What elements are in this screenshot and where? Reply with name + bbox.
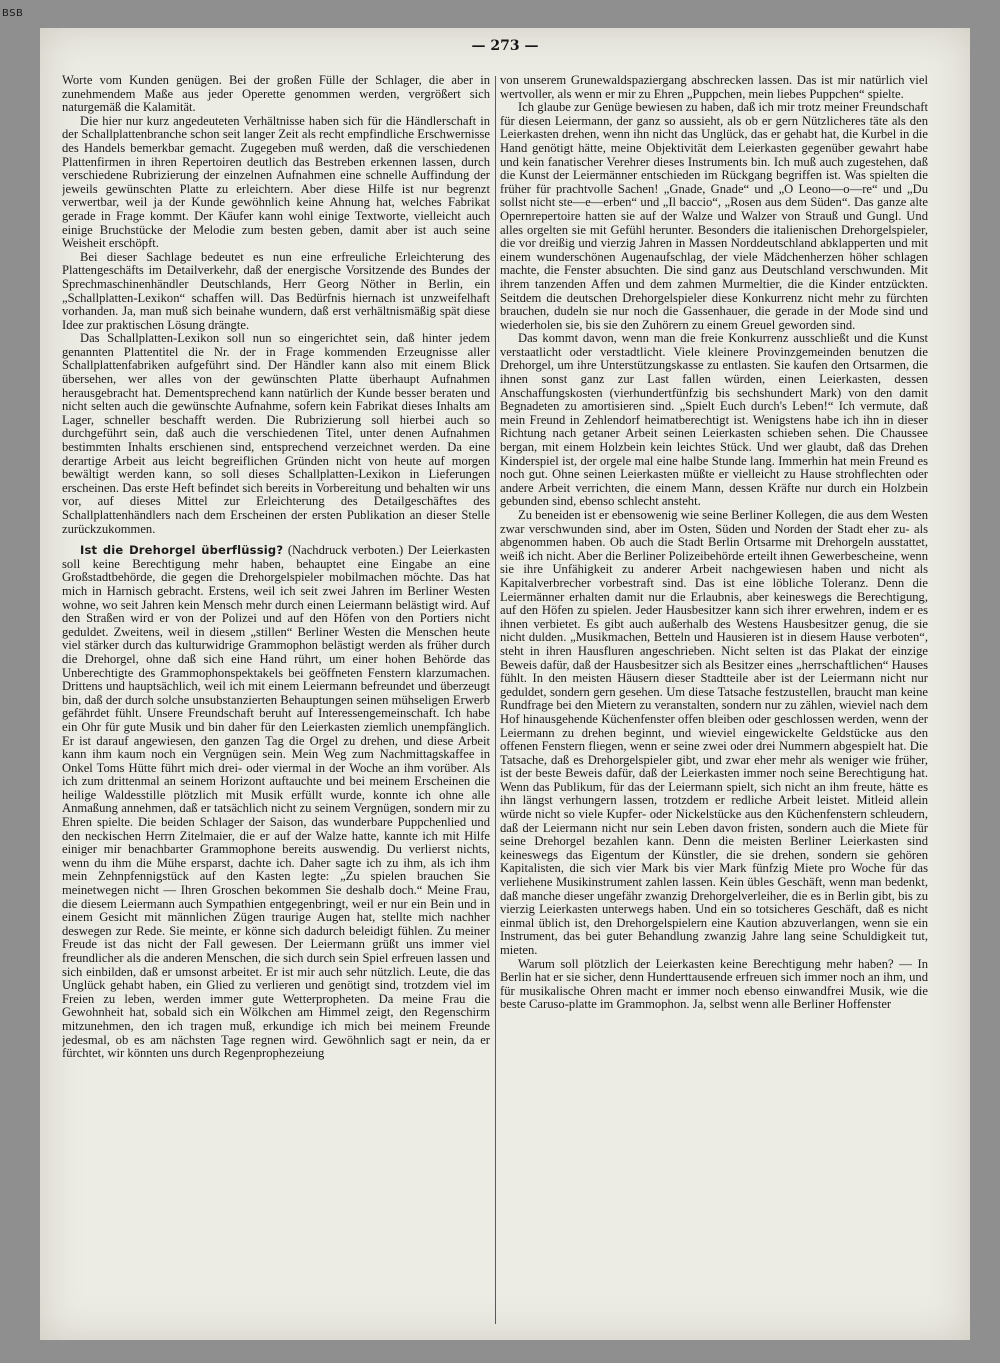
left-column — [62, 74, 490, 1326]
paragraph: Das Schallplatten-Lexikon soll nun so eingerichtet sein, daß hinter jedem genannten Plattentitel die Nr. der in Frage kommenden Erzeugnisse aller Schallplattenfabriken aufgeführt sind. Der Händler kann also mit einem Blick übersehen, wer alles von der gewünschten Platte überhaupt Aufnahmen herausgebracht hat. Dementsprechend kann natürlich der Kunde besser beraten und nicht selten auch die gewünschte Aufnahme, sofern kein Fabrikat dieses Inhalts am Lager, schneller beschafft werden. Die Rubrizierung soll hierbei auch so durchgeführt sein, daß auch die verschiedenen Titel, unter denen Aufnahmen bestimmten Inhalts erschienen sind, entsprechend verzeichnet werden. Da eine derartige Arbeit aus leicht begreiflichen Gründen nicht von heute auf morgen bewältigt werden kann, so soll dieses Schallplatten-Lexikon in Lieferungen erscheinen. Das erste Heft befindet sich bereits in Vorbereitung und behalten wir uns vor, auf dieses Mittel zur Erleichterung des Detailgeschäftes des Schallplattenhändlers nach dem Erscheinen der ersten Publikation an dieser Stelle zurückzukommen. — [62, 331, 490, 536]
paragraph: Zu beneiden ist er ebensowenig wie seine Berliner Kollegen, die aus dem Westen zwar verschwunden sind, aber im Osten, Süden und Norden der Stadt eher zu- als abgenommen haben. Ob auch die Stadt Berlin Ortsarme mit Drehorgeln ausstattet, weiß ich nicht. Aber die Berliner Polizeibehörde erteilt ihnen Gewerbescheine, wenn sie ihre Unfähigkeit zu anderer Arbeit nachgewiesen haben und nicht als Kapitalverbrecher vorbestraft sind. Das ist eine löbliche Toleranz. Denn die Leiermänner erhalten damit nur die Erlaubnis, aber keineswegs die Berechtigung, auf den Höfen zu spielen. Jeder Hausbesitzer kann sich ihrer erwehren, indem er es ihnen verbietet. Es gibt auch außerhalb des Westens Hausbesitzer genug, die sie nicht dulden. „Musikmachen, Betteln und Hausieren ist in diesem Hause verboten“, steht in ihren Hausfluren angeschrieben. Nicht selten ist das Plakat der einzige Beweis dafür, daß der Hausbesitzer sich als Besitzer eines „herrschaftlichen“ Hauses fühlt. In den meisten Häusern dieser Stadtteile aber ist der Leiermann nicht nur geduldet, sondern gern gesehen. Um diese Tatsache festzustellen, braucht man keine Rundfrage bei den Mietern zu veranstalten, sondern nur zu zählen, wieviel nach dem Hof hinausgehende Küchenfenster offen bleiben oder geschlossen werden, wenn der Leiermann zu drehen beginnt, und wieviel eingewickelte Geldstücke aus den offenen Fenstern fliegen, wenn er seine zwei oder drei Nummern abgespielt hat. Die Tatsache, daß es Drehorgelspieler gibt, und zwar eher mehr als weniger wie früher, ist der beste Beweis dafür, daß der Leierkasten immer noch seine Berechtigung hat. Wenn das Publikum, für das der Leiermann spielt, sich nicht an ihm freute, hätte es ihn längst verhungern lassen, trotzdem er redliche Arbeit leistet. Mitleid allein würde nicht so viele Kupfer- oder Nickelstücke aus den Küchenfenstern schleudern, daß der Leiermann nicht nur sein Leben davon fristen, sondern auch die Miete für seine Drehorgel bezahlen kann. Denn die meisten Berliner Leierkasten sind keineswegs das Eigentum der Künstler, die sie drehen, sondern sie gehören Kapitalisten, die sich vier Mark bis vier Mark fünfzig Miete pro Woche für das verliehene Musikinstrument zahlen lassen. Kein übles Geschäft, wenn man bedenkt, daß manche dieser ungefähr zwanzig Drehorgelverleiher, die es in Berlin gibt, bis zu vierzig Leierkasten unterwegs haben. Und ein so totsicheres Geschäft, daß es nicht einmal üblich ist, den Drehorgelspielern eine Kaution abzuverlangen, wenn sie ein Instrument, das bei guter Behandlung zwanzig Jahre lang seine Schuldigkeit tut, mieten. — [500, 508, 928, 957]
paragraph: Ich glaube zur Genüge bewiesen zu haben, daß ich mir trotz meiner Freundschaft für diesen Leiermann, der ganz so aussieht, als ob er gern Nützlicheres täte als den Leierkasten drehen, wenn ihn nicht das Unglück, das er gehabt hat, die Kurbel in die Hand genötigt hätte, meine Objektivität dem Leierkasten gegenüber gewahrt habe und kein fanatischer Verehrer dieses Instruments bin. Ich muß auch zugestehen, daß die Kunst der Leiermänner entschieden im Rückgang begriffen ist. Was spielten die früher für prachtvolle Sachen! „Gnade, Gnade“ und „O Leono—o—re“ und „Du sollst nicht ste—e—erben“ und „Il baccio“, „Rosen aus dem Süden“. Das ganze alte Opernrepertoire hatten sie auf der Walze und Walzer von Strauß und Gungl. Und alles orgelten sie mit Gefühl herunter. Besonders die italienischen Drehorgelspieler, die vor dreißig und vierzig Jahren in Massen Norddeutschland abklapperten und mit einem wunderschönen Augenaufschlag, der viele Mädchenherzen höher schlagen machte, die Fenster absuchten. Die sind ganz aus Deutschland verschwunden. Mit ihrem tanzenden Affen und dem zahmen Murmeltier, die die Kinder entzückten. Seitdem die deutschen Drehorgelspieler diese Konkurrenz nicht mehr zu fürchten brauchen, dudeln sie nur noch die Gassenhauer, die gerade in der Mode sind und wiederholen sie, bis sie den Zuhörern zu einem Greuel geworden sind. — [500, 100, 928, 332]
column-divider — [495, 76, 496, 1324]
paragraph: Die hier nur kurz angedeuteten Verhältnisse haben sich für die Händlerschaft in der Schallplattenbranche schon seit langer Zeit als recht empfindliche Erschwernisse des Handels bemerkbar gemacht. Zugegeben muß werden, daß die verschiedenen Plattenfirmen in ihren Repertoiren deutlich das Bestreben erkennen lassen, durch verschiedene Rubrizierung der einzelnen Aufnahmen eine schnelle Auffindung der jeweils gewünschten Platte zu erleichtern. Aber diese Hilfe ist nur begrenzt verwertbar, weil ja der Kunde gewöhnlich keine Ahnung hat, welches Fabrikat gerade in Frage kommt. Der Käufer kann wohl einige Textworte, vielleicht auch einige Bruchstücke der Melodie zum besten geben, damit aber ist auch seine Weisheit erschöpft. — [62, 113, 490, 251]
newspaper-page — [40, 28, 970, 1340]
library-scan-label: BSB — [2, 8, 24, 19]
right-column — [500, 74, 928, 1326]
article-heading: Ist die Drehorgel überflüssig? — [80, 543, 284, 558]
paragraph: Bei dieser Sachlage bedeutet es nun eine erfreuliche Erleichterung des Plattengeschäfts im Detailverkehr, daß der energische Vorsitzende des Bundes der Sprechmaschinenhändler Deutschlands, Herr Georg Nöther in Berlin, ein „Schallplatten-Lexikon“ schaffen will. Das Bedürfnis hiernach ist unzweifelhaft vorhanden. Ja, man muß sich beinahe wundern, daß erst verhältnismäßig spät diese Idee zur praktischen Lösung drängte. — [62, 249, 490, 332]
paragraph: Warum soll plötzlich der Leierkasten keine Berechtigung mehr haben? — In Berlin hat er sie sicher, denn Hunderttausende erfreuen sich immer noch an ihm, und für musikalische Ohren macht er immer noch ebenso einwandfrei Musik, wie die beste Caruso-platte im Grammophon. Ja, selbst wenn alle Berliner Hoffenster — [500, 956, 928, 1012]
article-paragraph — [62, 544, 490, 1061]
article-text: (Nachdruck verboten.) Der Leierkasten soll keine Berechtigung mehr haben, behauptet eine Eingabe an eine Großstadtbehörde, die gegen die Drehorgelspieler mobilmachen möchte. Das hat mich in Harnisch gebracht. Erstens, weil ich seit zwei Jahren im Berliner Westen wohne, wo seit Jahren kein Mensch mehr durch einen Leiermann belästigt wird. Auf den Straßen wird er von der Polizei und auf den Höfen von den Portiers nicht geduldet. Zweitens, weil in diesem „stillen“ Berliner Westen die Menschen heute viel stärker durch das kulturwidrige Grammophon belästigt werden als früher durch die Drehorgel, ohne daß sich eine Hand rührt, um einer hohen Behörde das Unberechtigte des Grammophonspektakels bei geöffneten Fenstern klarzumachen. Drittens und hauptsächlich, weil ich mit einem Leiermann befreundet und überzeugt bin, daß der durch solche unsubstanzierten Behauptungen seinen mühseligen Erwerb gefährdet fühlt. Unsere Freundschaft beruht auf Interessengemeinschaft. Ich habe ein Ohr für gute Musik und bin daher für den Leierkasten ziemlich unempfänglich. Er ist darauf angewiesen, den ganzen Tag die Orgel zu drehen, und diese Arbeit kann ihm kaum noch ein Vergnügen sein. Mein Weg zum Nachmittagskaffee in Onkel Toms Hütte führt mich drei- oder viermal in der Woche an ihm vorüber. Als ich zum drittenmal an seinem Horizont auftauchte und bei meinem Erscheinen die heilige Waldesstille plötzlich mit Musik erfüllt wurde, konnte ich ohne alle Anmaßung annehmen, daß er tatsächlich nicht zu seinem Vergnügen, sondern mir zu Ehren spielte. Die beiden Schlager der Saison, das wunderbare Puppchenlied und den neckischen Herrn Zitelmaier, die er auf der Walze hatte, kannte ich mit Hilfe einiger mir benachbarter Grammophone bereits auswendig. Du verlierst nichts, wenn du ihm die Mühe ersparst, dachte ich. Daher sagte ich zu ihm, als ich ihm mein Zehnpfennigstück auf den Kasten legte: „Zu spielen brauchen Sie meinetwegen nicht — Ihren Groschen bekommen Sie deshalb doch.“ Meine Frau, die diesem Leiermann auch Sympathien entgegenbringt, weil er nur ein Bein und in einem Gesicht mit männlichen Zügen traurige Augen hat, stellte mich nachher deswegen zur Rede. Sie meinte, er könne sich dadurch beleidigt fühlen. Zu meiner Freude ist das nicht der Fall gewesen. Der Leiermann grüßt uns immer viel freundlicher als die anderen Menschen, die sich durch sein Spiel erfreuen lassen und sich einbilden, daß er umsonst arbeitet. Er ist mir auch sehr nützlich. Leute, die das Unglück gehabt haben, ein Glied zu verlieren und genötigt sind, trotzdem viel im Freien zu leben, werden immer gute Wetterpropheten. Da meine Frau die Gewohnheit hat, sobald sich ein Wölkchen am Himmel zeigt, den Regenschirm mitzunehmen, den ich tragen muß, erkundige ich mich bei meinem Freunde jedesmal, ob es am nächsten Tage regnen wird. Gewöhnlich sagt er nein, da er fürchtet, wir könnten uns durch Regenprophezeiung — [62, 543, 490, 1061]
paragraph: Worte vom Kunden genügen. Bei der großen Fülle der Schlager, die aber in zunehmendem Maße aus jeder Operette genommen werden, vergrößert sich naturgemäß die Kalamität. — [62, 74, 490, 115]
paragraph: Das kommt davon, wenn man die freie Konkurrenz ausschließt und die Kunst verstaatlicht oder verstadtlicht. Viele kleinere Provinzgemeinden benutzen die Drehorgel, um ihre Unterstützungskasse zu entlasten. Sie kaufen den Ortsarmen, die ihnen sonst ganz zur Last fallen würden, einen Leierkasten, dessen Anschaffungskosten (vierhundertfünfzig bis sechshundert Mark) von den damit Begnadeten zu amortisieren sind. „Spielt Euch durch's Leben!“ Ich vermute, daß mein Freund in Zehlendorf heimatberechtigt ist. Wenigstens habe ich ihn in dieser Richtung nach getaner Arbeit seinen Leierkasten schieben sehen. Die Chaussee bergan, mit einem Holzbein kein leichtes Stück. Und wer glaubt, daß das Drehen Kinderspiel ist, der orgele mal eine halbe Stunde lang. Immerhin hat mein Freund es noch gut. Ohne seinen Leierkasten müßte er vielleicht zu Hause strohflechten oder andere Arbeit verrichten, die einem Mann, dessen Kräfte nur durch ein Holzbein gebunden sind, ebenso schlecht ansteht. — [500, 331, 928, 509]
paragraph: von unserem Grunewaldspaziergang abschrecken lassen. Das ist mir natürlich viel wertvoller, als wenn er mir zu Ehren „Puppchen, mein liebes Puppchen“ spielte. — [500, 74, 928, 101]
page-number: — 273 — — [471, 38, 539, 54]
